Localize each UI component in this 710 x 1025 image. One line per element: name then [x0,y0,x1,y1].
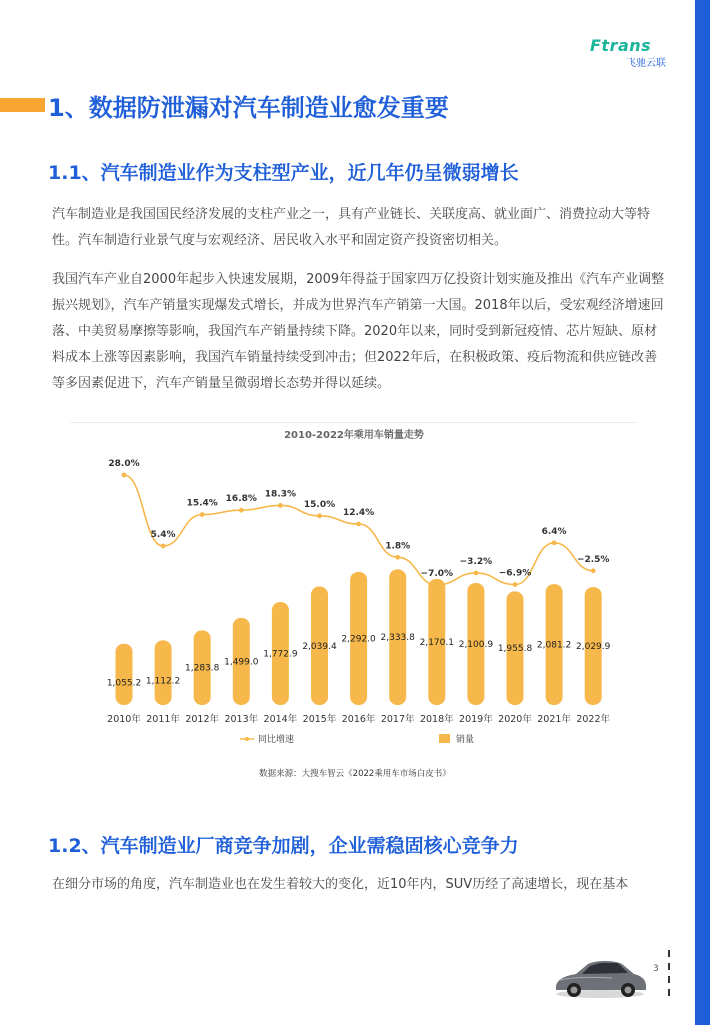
bar-value-label: 2,333.8 [380,633,415,644]
growth-point [513,582,518,587]
x-tick-label: 2013年 [224,714,259,725]
growth-point [200,512,205,517]
growth-point [278,503,283,508]
heading-1: 1、数据防泄漏对汽车制造业愈发重要 [48,94,449,122]
legend-bar-swatch [439,734,450,743]
page-marker [668,976,670,983]
growth-label: 18.3% [264,489,297,500]
growth-point [161,544,166,549]
growth-label: 16.8% [225,494,257,505]
bar-value-label: 2,100.9 [458,639,494,650]
bar-value-label: 1,772.9 [263,649,298,660]
page-number: 3 [653,964,659,974]
growth-label: 6.4% [541,526,567,537]
chart-title: 2010-2022年乘用车销量走势 [284,430,424,441]
sales-chart [70,422,638,750]
growth-point [239,508,244,513]
bar-value-label: 1,055.2 [106,678,142,689]
legend-line-label: 同比增速 [258,735,295,745]
x-tick-label: 2022年 [576,714,611,725]
section-2-title: 1.2、汽车制造业厂商竞争加剧，企业需稳固核心竞争力 [48,835,519,857]
growth-point [317,513,322,518]
growth-point [474,571,479,576]
growth-point [552,540,557,545]
right-accent-bar [695,0,710,1025]
x-tick-label: 2020年 [498,714,532,725]
legend-line-marker [245,737,249,741]
page-marker [668,963,670,970]
bar-2011年 [155,640,172,705]
bar-value-label: 2,029.9 [576,642,611,653]
section-1-paragraph-2: 我国汽车产业自2000年起步入快速发展期，2009年得益于国家四万亿投资计划实施及推出《汽车产业调整振兴规划》，汽车产销量实现爆发式增长，并成为世界汽车产销第一大国。2018年以后，受宏观经济增速回落、中美贸易摩擦等影响，我国汽车产销量持续下降。2020年以来，同时受到新冠疫情、芯片短缺、原材料成本上涨等因素影响，我国汽车销量持续受到冲击；但2022年后，在积极政策、疫后物流和供应链改善等多因素促进下，汽车产销量呈微弱增长态势并得以延续。 [52,272,665,391]
growth-label: 1.8% [385,541,411,552]
section-2-paragraph-1: 在细分市场的角度，汽车制造业也在发生着较大的变化，近10年内，SUV历经了高速增长，现在基本 [52,877,629,892]
x-tick-label: 2012年 [185,714,220,725]
bar-value-label: 1,283.8 [185,663,220,674]
x-tick-label: 2011年 [146,714,180,725]
car-icon [552,950,648,1000]
x-tick-label: 2017年 [380,714,415,725]
growth-label: 12.4% [342,507,375,518]
x-tick-label: 2015年 [302,714,337,725]
bar-value-label: 1,499.0 [224,657,259,668]
section-1-title: 1.1、汽车制造业作为支柱型产业，近几年仍呈微弱增长 [48,162,519,184]
section-1-paragraph-1: 汽车制造业是我国国民经济发展的支柱产业之一，具有产业链长、关联度高、就业面广、消费拉动大等特性。汽车制造行业景气度与宏观经济、居民收入水平和固定资产投资密切相关。 [52,207,651,248]
x-tick-label: 2016年 [341,714,376,725]
growth-point [434,583,439,588]
bar-value-label: 2,292.0 [341,634,376,645]
growth-point [356,522,361,527]
logo-text: Ftrans [590,36,652,55]
x-tick-label: 2021年 [537,714,571,725]
bar-value-label: 2,170.1 [419,637,454,648]
growth-label: −6.9% [498,568,532,579]
bar-value-label: 1,112.2 [145,676,181,687]
x-tick-label: 2018年 [419,714,454,725]
logo-subtitle: 飞驰云联 [626,58,666,69]
bar-value-label: 2,081.2 [536,640,572,651]
bar-2010年 [116,644,133,705]
x-tick-label: 2019年 [459,714,493,725]
growth-label: −2.5% [576,554,610,565]
growth-point [122,473,127,478]
growth-label: −3.2% [459,556,493,567]
data-source-note: 数据来源：大搜车智云《2022乘用车市场白皮书》 [259,769,451,779]
x-tick-label: 2014年 [263,714,298,725]
growth-point [395,555,400,560]
brand-logo [590,36,685,68]
bar-value-label: 1,955.8 [497,644,533,655]
growth-label: 15.0% [303,499,336,510]
growth-label: 28.0% [108,459,140,469]
growth-label: 5.4% [150,529,176,540]
page-marker [668,950,670,957]
bar-value-label: 2,039.4 [302,641,337,652]
x-tick-label: 2010年 [107,714,141,725]
growth-label: −7.0% [420,568,454,579]
growth-point [591,568,596,573]
page-marker [668,989,670,996]
legend-bar-label: 销量 [456,735,475,745]
growth-label: 15.4% [186,498,218,509]
heading-accent-bar [0,98,45,112]
